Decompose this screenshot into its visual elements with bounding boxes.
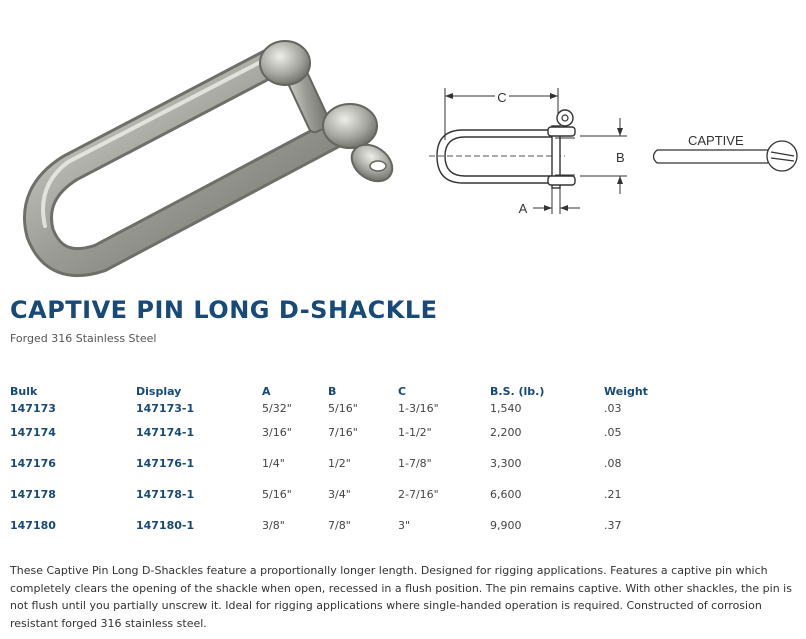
display-cell: 147176-1 <box>136 457 195 470</box>
table-row <box>10 484 664 515</box>
c-cell: 1-1/2" <box>398 426 432 439</box>
product-subtitle: Forged 316 Stainless Steel <box>10 332 157 345</box>
dimension-diagram <box>415 80 645 220</box>
bulk-cell: 147173 <box>10 402 56 415</box>
c-cell: 1-7/8" <box>398 457 432 470</box>
weight-cell: .05 <box>604 426 622 439</box>
table-row <box>10 515 664 546</box>
product-description: These Captive Pin Long D-Shackles feature a proportionally longer length. Designed for rigging applications. Features a captive pin which completely clears the opening of the shackle when open, recessed in a flush position. The pin remains captive. With other shackles, the pin is not flush until you partially unscrew it. Ideal for rigging applications where single-handed operation is required. Constructed of corrosion resistant forged 316 stainless steel. <box>10 564 792 630</box>
table-row <box>10 453 664 484</box>
display-cell: 147180-1 <box>136 519 195 532</box>
c-cell: 3" <box>398 519 411 532</box>
bs-cell: 2,200 <box>490 426 522 439</box>
bs-cell: 6,600 <box>490 488 522 501</box>
a-cell: 1/4" <box>262 457 285 470</box>
col-header-a: A <box>262 384 271 398</box>
bulk-cell: 147178 <box>10 488 56 501</box>
bs-cell: 1,540 <box>490 402 522 415</box>
weight-cell: .03 <box>604 402 622 415</box>
col-header-breaking-strength: B.S. (lb.) <box>490 384 545 398</box>
bulk-cell: 147174 <box>10 426 56 439</box>
b-cell: 3/4" <box>328 488 351 501</box>
b-cell: 7/16" <box>328 426 358 439</box>
bulk-cell: 147176 <box>10 457 56 470</box>
weight-cell: .37 <box>604 519 622 532</box>
col-header-b: B <box>328 384 337 398</box>
b-cell: 7/8" <box>328 519 351 532</box>
display-cell: 147174-1 <box>136 426 195 439</box>
weight-cell: .21 <box>604 488 622 501</box>
a-cell: 3/8" <box>262 519 285 532</box>
table-row <box>10 400 664 422</box>
bulk-cell: 147180 <box>10 519 56 532</box>
label-b: B <box>616 150 625 165</box>
display-cell: 147178-1 <box>136 488 195 501</box>
captive-label: CAPTIVE <box>688 133 744 148</box>
table-header-row <box>10 382 664 400</box>
c-cell: 1-3/16" <box>398 402 439 415</box>
label-c: C <box>497 90 507 105</box>
label-a: A <box>518 201 528 216</box>
bs-cell: 3,300 <box>490 457 522 470</box>
a-cell: 5/32" <box>262 402 292 415</box>
bs-cell: 9,900 <box>490 519 522 532</box>
product-title: CAPTIVE PIN LONG D-SHACKLE <box>10 296 438 324</box>
col-header-display: Display <box>136 384 182 398</box>
c-cell: 2-7/16" <box>398 488 439 501</box>
col-header-weight: Weight <box>604 384 648 398</box>
captive-pin-diagram <box>645 125 805 180</box>
display-cell: 147173-1 <box>136 402 195 415</box>
b-cell: 1/2" <box>328 457 351 470</box>
weight-cell: .08 <box>604 457 622 470</box>
a-cell: 3/16" <box>262 426 292 439</box>
col-header-c: C <box>398 384 407 398</box>
spec-table <box>10 382 664 546</box>
col-header-bulk: Bulk <box>10 384 38 398</box>
table-row <box>10 422 664 453</box>
product-photo <box>10 18 410 288</box>
b-cell: 5/16" <box>328 402 358 415</box>
a-cell: 5/16" <box>262 488 292 501</box>
